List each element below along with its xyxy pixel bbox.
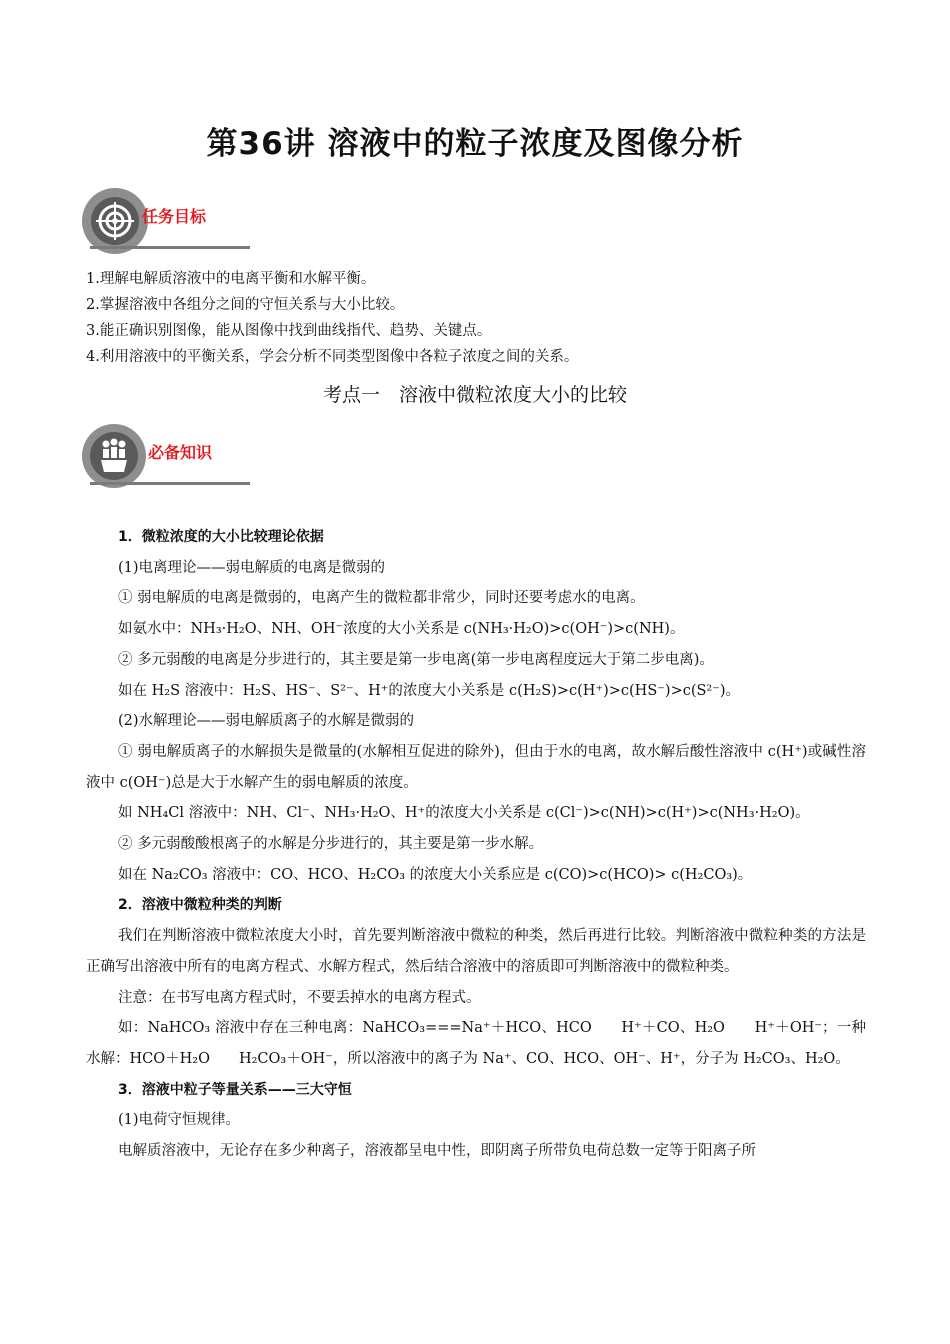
paragraph: ② 多元弱酸的电离是分步进行的，其主要是第一步电离(第一步电离程度远大于第二步电离)。: [118, 651, 714, 668]
main-content: [86, 522, 866, 1167]
section-header-essential-knowledge: [82, 424, 252, 504]
paragraph: 注意：在书写电离方程式时，不要丢掉水的电离方程式。: [118, 989, 481, 1006]
paragraph: (1)电离理论——弱电解质的电离是微弱的: [118, 559, 386, 576]
paragraph: 我们在判断溶液中微粒浓度大小时，首先要判断溶液中微粒的种类，然后再进行比较。判断溶液中微粒种类的方法是正确写出溶液中所有的电离方程式、水解方程式，然后结合溶液中的溶质即可判断溶液中的微粒种类。: [86, 928, 866, 975]
paragraph: 如：NaHCO₃ 溶液中存在三种电离：NaHCO₃===Na⁺＋HCO、HCO H⁺＋CO、H₂O H⁺＋OH⁻；一种水解：HCO＋H₂O H₂CO₃＋OH⁻，所以溶液中的离子为 Na⁺、CO、HCO、OH⁻、H⁺，分子为 H₂CO₃、H₂O。: [86, 1020, 866, 1067]
paragraph: 如在 H₂S 溶液中：H₂S、HS⁻、S²⁻、H⁺的浓度大小关系是 c(H₂S)>c(H⁺)>c(HS⁻)>c(S²⁻)。: [118, 682, 741, 699]
section-heading: 1．微粒浓度的大小比较理论依据: [118, 529, 324, 545]
page-title: 第36讲 溶液中的粒子浓度及图像分析: [206, 126, 744, 162]
paragraph: 电解质溶液中，无论存在多少种离子，溶液都呈电中性，即阴离子所带负电荷总数一定等于阳离子所: [118, 1143, 756, 1160]
goals-list: [86, 266, 876, 370]
section-heading: 3．溶液中粒子等量关系——三大守恒: [118, 1081, 352, 1098]
paragraph: (2)水解理论——弱电解质离子的水解是微弱的: [118, 713, 415, 730]
section-underline: [90, 482, 250, 485]
section-label-essential-knowledge: 必备知识: [148, 443, 213, 462]
section-header-task-goals: [82, 188, 252, 268]
paragraph: ② 多元弱酸酸根离子的水解是分步进行的，其主要是第一步水解。: [118, 836, 544, 853]
paragraph: (1)电荷守恒规律。: [118, 1112, 241, 1129]
goal-item: 2.掌握溶液中各组分之间的守恒关系与大小比较。: [86, 297, 405, 313]
section-label-task-goals: 任务目标: [142, 207, 207, 226]
paragraph: 如在 Na₂CO₃ 溶液中：CO、HCO、H₂CO₃ 的浓度大小关系应是 c(CO)>c(HCO)> c(H₂CO₃)。: [118, 866, 753, 883]
goal-item: 4.利用溶液中的平衡关系，学会分析不同类型图像中各粒子浓度之间的关系。: [86, 349, 579, 365]
section-heading: 2．溶液中微粒种类的判断: [118, 897, 282, 914]
goal-item: 1.理解电解质溶液中的电离平衡和水解平衡。: [86, 271, 376, 287]
paragraph: ① 弱电解质离子的水解损失是微量的(水解相互促进的除外)，但由于水的电离，故水解后酸性溶液中 c(H⁺)或碱性溶液中 c(OH⁻)总是大于水解产生的弱电解质的浓度。: [86, 743, 866, 791]
paragraph: ① 弱电解质的电离是微弱的，电离产生的微粒都非常少，同时还要考虑水的电离。: [118, 590, 645, 607]
paragraph: 如氨水中：NH₃·H₂O、NH、OH⁻浓度的大小关系是 c(NH₃·H₂O)>c(OH⁻)>c(NH)。: [118, 621, 685, 638]
figures-icon: [82, 424, 146, 488]
goal-item: 3.能正确识别图像，能从图像中找到曲线指代、趋势、关键点。: [86, 323, 492, 339]
paragraph: 如 NH₄Cl 溶液中：NH、Cl⁻、NH₃·H₂O、H⁺的浓度大小关系是 c(Cl⁻)>c(NH)>c(H⁺)>c(NH₃·H₂O)。: [118, 805, 810, 822]
section-underline: [90, 246, 250, 249]
target-icon: [82, 188, 148, 254]
topic-heading: 考点一 溶液中微粒浓度大小的比较: [322, 384, 627, 406]
